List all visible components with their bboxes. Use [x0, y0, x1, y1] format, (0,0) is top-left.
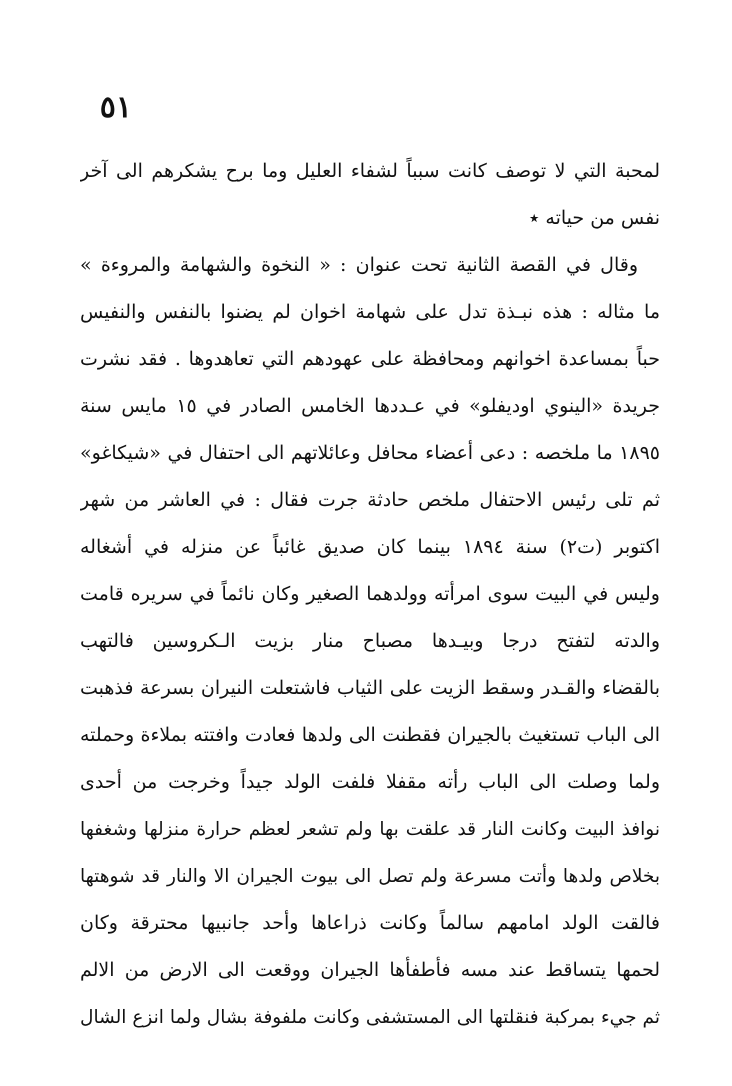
text-line: ثم تلى رئيس الاحتفال ملخص حادثة جرت فقال : في العاشر من شهر — [80, 489, 660, 511]
text-line: ولما وصلت الى الباب رأته مقفلا فلفت الولد جيداً وخرجت من أحدى — [80, 771, 660, 793]
text-line: نفس من حياته ٭ — [529, 207, 660, 229]
text-line: ثم جيء بمركبة فنقلتها الى المستشفى وكانت ملفوفة بشال ولما انزع الشال — [80, 1007, 660, 1028]
text-line: الى الباب تستغيث بالجيران فقطنت الى ولدها فعادت وافتته بملاءة وحملته — [80, 724, 660, 746]
text-line: فالقت الولد امامهم سالماً وكانت ذراعاها وأحد جانبيها محترقة وكان — [80, 912, 660, 934]
text-line: وليس في البيت سوى امرأته وولدهما الصغير وكان نائماً في سريره قامت — [80, 583, 660, 605]
body-text — [80, 148, 660, 1041]
text-line: والدته لتفتح درجا وبيـدها مصباح منار بزيت الـكروسين فالتهب — [80, 630, 660, 652]
text-line: جريدة «الينوي اوديفلو» في عـددها الخامس الصادر في ١٥ مايس سنة — [80, 395, 660, 417]
text-line: ١٨٩٥ ما ملخصه : دعى أعضاء محافل وعائلاتهم الى احتفال في «شيكاغو» — [80, 442, 660, 464]
text-line: ما مثاله : هذه نبـذة تدل على شهامة اخوان لم يضنوا بالنفس والنفيس — [80, 301, 660, 323]
text-line: لحمها يتساقط عند مسه فأطفأها الجيران ووقعت الى الارض من الالم — [80, 959, 660, 981]
text-line: وقال في القصة الثانية تحت عنوان : « النخوة والشهامة والمروءة » — [80, 254, 638, 276]
text-line: بخلاص ولدها وأتت مسرعة ولم تصل الى بيوت الجيران الا والنار قد شوهتها — [80, 866, 660, 887]
text-line: نوافذ البيت وكانت النار قد علقت بها ولم تشعر لعظم حرارة منزلها وشغفها — [80, 819, 660, 840]
text-line: بالقضاء والقـدر وسقط الزيت على الثياب فاشتعلت النيران بسرعة فذهبت — [80, 677, 660, 699]
text-line: لمحبة التي لا توصف كانت سبباً لشفاء العليل وما برح يشكرهم الى آخر — [80, 160, 660, 182]
text-line: حباً بمساعدة اخوانهم ومحافظة على عهودهم التي تعاهدوها . فقد نشرت — [80, 348, 660, 370]
text-line: اكتوبر (ت٢) سنة ١٨٩٤ بينما كان صديق غائباً عن منزله في أشغاله — [80, 536, 660, 558]
page-number: ٥١ — [99, 90, 132, 125]
